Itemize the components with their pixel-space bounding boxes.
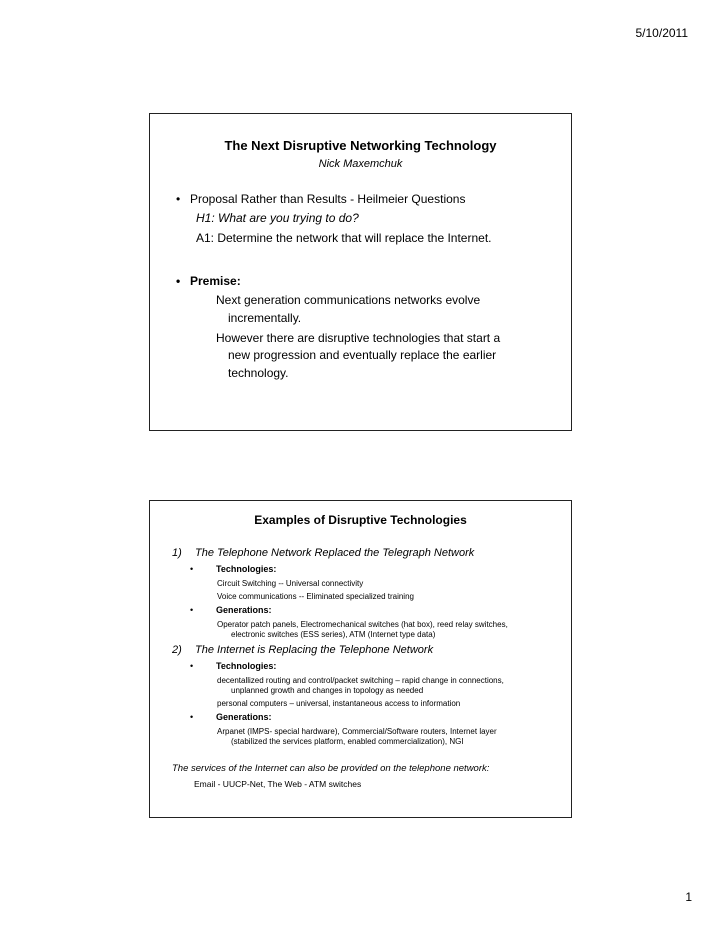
slide-2-detail-line: electronic switches (ESS series), ATM (Internet type data) (231, 630, 436, 639)
slide-2-detail-line: Circuit Switching -- Universal connectivity (217, 579, 364, 588)
bullet-dot-icon: • (190, 605, 194, 615)
slide-2-title: Examples of Disruptive Technologies (254, 513, 467, 527)
slide-2-item-telephone: The Telephone Network Replaced the Telegraph Network (195, 547, 475, 559)
slide-1-premise-line: new progression and eventually replace the earlier (228, 348, 497, 362)
slide-2-detail-line: Operator patch panels, Electromechanical switches (hat box), reed relay switches, (217, 620, 508, 629)
slide-2 (149, 500, 572, 818)
slide-2-item-number: 2) (172, 644, 182, 656)
slide-2-note-examples: Email - UUCP-Net, The Web - ATM switches (194, 779, 362, 789)
slide-1-premise-line: incrementally. (228, 311, 302, 325)
slide-2-label-technologies: Technologies: (216, 564, 277, 574)
slide-1-author: Nick Maxemchuk (318, 158, 403, 170)
slide-1-bullet-proposal: • Proposal Rather than Results - Heilmeier Questions (190, 192, 465, 206)
slide-2-label-generations: Generations: (216, 605, 272, 615)
bullet-dot-icon: • (190, 661, 194, 671)
bullet-dot-icon: • (190, 712, 194, 722)
slide-1-premise-line: Next generation communications networks evolve (216, 293, 481, 307)
slide-2-detail-line: personal computers – universal, instantaneous access to information (217, 699, 461, 708)
slide-1-bullet-premise: • Premise: (190, 274, 241, 288)
slide-1-premise-line: technology. (228, 366, 289, 380)
slide-2-item-number: 1) (172, 547, 182, 559)
slide-2-detail-line: decentallized routing and control/packet switching – rapid change in connections, (217, 676, 504, 685)
slide-1-title: The Next Disruptive Networking Technology (224, 138, 497, 153)
slide-2-label-generations: Generations: (216, 712, 272, 722)
page-number: 1 (685, 890, 692, 904)
slide-1-answer: A1: Determine the network that will replace the Internet. (196, 231, 492, 245)
bullet-dot-icon: • (190, 564, 194, 574)
slide-2-note: The services of the Internet can also be provided on the telephone network: (172, 763, 490, 774)
slide-1-question: H1: What are you trying to do? (196, 211, 359, 225)
slide-2-label-technologies: Technologies: (216, 661, 277, 671)
slide-2-detail-line: Voice communications -- Eliminated specialized training (217, 592, 414, 601)
slide-1 (149, 113, 572, 431)
page-date: 5/10/2011 (635, 26, 688, 40)
slide-2-item-internet: The Internet is Replacing the Telephone Network (195, 644, 434, 656)
slide-1-premise-line: However there are disruptive technologies that start a (216, 331, 501, 345)
slide-2-detail-line: unplanned growth and changes in topology as needed (231, 686, 424, 695)
slide-2-detail-line: Arpanet (IMPS- special hardware), Commercial/Software routers, Internet layer (217, 727, 497, 736)
slide-2-detail-line: (stabilized the services platform, enabled commercialization), NGI (231, 737, 464, 746)
